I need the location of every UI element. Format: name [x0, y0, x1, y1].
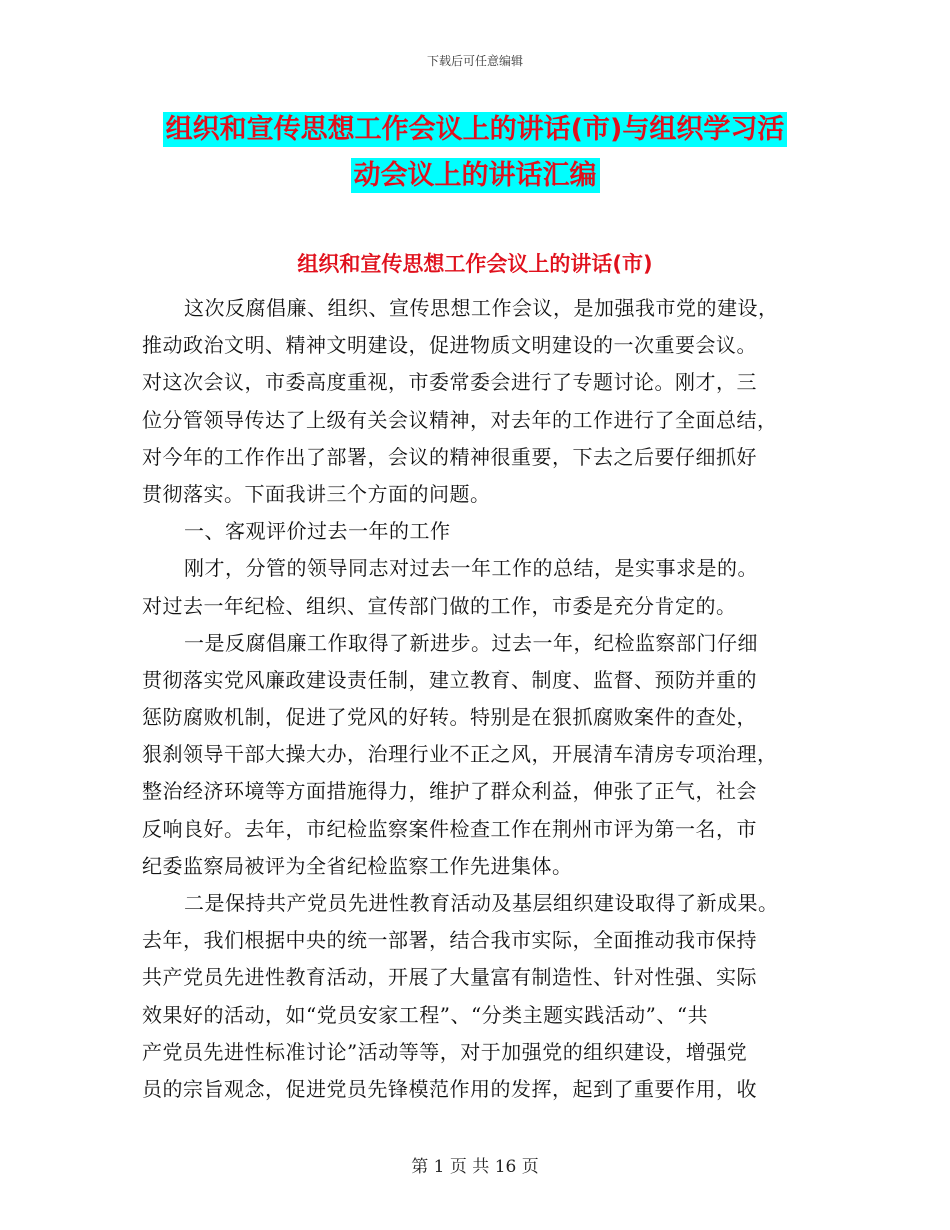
- body-line: 贯彻落实。下面我讲三个方面的问题。: [142, 481, 491, 506]
- body-line: 惩防腐败机制，促进了党风的好转。特别是在狠抓腐败案件的查处，: [142, 705, 757, 730]
- body-line: 对今年的工作作出了部署，会议的精神很重要，下去之后要仔细抓好: [142, 444, 757, 469]
- page-header-note: 下载后可任意编辑: [426, 54, 523, 68]
- document-title-line-1: [0, 112, 950, 148]
- body-line: 对过去一年纪检、组织、宣传部门做的工作，市委是充分肯定的。: [142, 593, 737, 618]
- body-line: 贯彻落实党风廉政建设责任制，建立教育、制度、监督、预防并重的: [142, 667, 757, 692]
- body-line: 共产党员先进性教育活动，开展了大量富有制造性、针对性强、实际: [142, 965, 757, 990]
- body-line: 产党员先进性标准讨论”活动等等，对于加强党的组织建设，增强党: [142, 1039, 748, 1064]
- body-line: 效果好的活动，如“党员安家工程”、“分类主题实践活动”、“共: [142, 1002, 709, 1027]
- body-line: 一是反腐倡廉工作取得了新进步。过去一年，纪检监察部门仔细: [184, 630, 758, 655]
- body-line: 反响良好。去年，市纪检监察案件检查工作在荆州市评为第一名，市: [142, 816, 757, 841]
- document-title-line-2: [0, 158, 950, 194]
- document-title-text-2: 动会议上的讲话汇编: [351, 158, 600, 193]
- section-title: 组织和宣传思想工作会议上的讲话(市): [297, 252, 653, 276]
- body-line: 对这次会议，市委高度重视，市委常委会进行了专题讨论。刚才，三: [142, 370, 757, 395]
- section-heading-line: 一、客观评价过去一年的工作: [184, 519, 451, 544]
- body-line: 位分管领导传达了上级有关会议精神，对去年的工作进行了全面总结，: [142, 407, 778, 432]
- body-line: 员的宗旨观念，促进党员先锋模范作用的发挥，起到了重要作用，收: [142, 1076, 757, 1101]
- document-title-text-1: 组织和宣传思想工作会议上的讲话(市)与组织学习活: [163, 112, 788, 147]
- document-body: [142, 290, 822, 1108]
- body-line: 推动政治文明、精神文明建设，促进物质文明建设的一次重要会议。: [142, 333, 757, 358]
- body-line: 整治经济环境等方面措施得力，维护了群众利益，伸张了正气，社会: [142, 779, 757, 804]
- body-line: 这次反腐倡廉、组织、宣传思想工作会议，是加强我市党的建设，: [184, 296, 779, 320]
- body-line: 去年，我们根据中央的统一部署，结合我市实际，全面推动我市保持: [142, 928, 757, 953]
- page-number-footer: 第 1 页 共 16 页: [411, 1157, 539, 1177]
- body-line: 刚才，分管的领导同志对过去一年工作的总结，是实事求是的。: [184, 556, 758, 581]
- body-line: 纪委监察局被评为全省纪检监察工作先进集体。: [142, 853, 573, 878]
- body-line: 二是保持共产党员先进性教育活动及基层组织建设取得了新成果。: [184, 891, 779, 915]
- body-line: 狠刹领导干部大操大办，治理行业不正之风，开展清车清房专项治理，: [142, 742, 778, 767]
